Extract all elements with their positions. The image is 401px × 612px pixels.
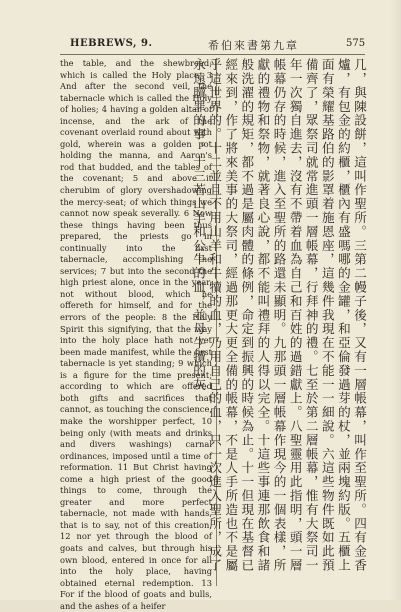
book-chapter-heading: HEBREWS, 9. — [70, 38, 153, 49]
page-edge-shadow — [389, 0, 401, 600]
header-rule — [60, 54, 365, 55]
page-number: 575 — [346, 38, 366, 49]
chinese-text: 几，與陳設餅，這叫作聖所。三第二幔子後，又有一層帳幕，叫作至聖所。四有金香爐，有包金的約櫃，櫃內有盛嗎哪的金罐，和亞倫發過芽的杖，並兩塊約版。五櫃上面有榮耀基路伯的影罩着施恩座，這幾件我現在不能一一細說。六這些物件既如此預備齊了，眾祭司就常進頭一層帳幕，行拜神的禮。七至於第二層帳幕，惟有大祭司一年一次獨自進去，沒有不帶着血為自己和百姓的過錯獻上。八聖靈用此指明，頭一層帳幕仍存的時候，進入至聖所的路還未顯明。九那頭一層帳幕作現今的一個表樣，所獻的禮物和祭物，就著良心說，都不能叫禮拜的人得以完全。十這些事連那飲食和諸般洗濯的規矩，都不過是屬肉體的條例，命定到振興的時候為止。十一但現在基督已經來到，作了將來美事的大祭司，經過那更大更全備的帳幕，不是人手所造也不是屬乎這世界的。十二並且不用山羊和牛犢的血，乃用自己的血，只一次進入聖所，成了永遠贖罪的事。十三若山羊和公牛的血，並母牛犢的灰 — [191, 58, 367, 573]
chinese-text-column — [191, 58, 367, 586]
page-header — [0, 0, 401, 56]
english-text: the table, and the shewbread; which is called the Holy place. 3 And after the second veil, the tabernacle which is called the Holy of holies; 4 having a golden altar of incense, and the ark of the covenant overlaid round about with gold, wherein was a golden pot holding the manna, and Aaron's rod that budded, and the tables of the covenant; 5 and above it cherubim of glory overshadowing the mercy-seat; of which things we cannot now speak severally. 6 Now these things having been thus prepared, the priests go in continually into the first tabernacle, accomplishing the services; 7 but into the second the high priest alone, once in the year, not without blood, which he offereth for himself, and for the errors of the people: 8 the Holy Spirit this signifying, that the way into the holy place hath not yet been made manifest, while the first tabernacle is yet standing; 9 which is a figure for the time present; according to which are offered both gifts and sacrifices that cannot, as touching the conscience, make the worshipper perfect, 10 being only (with meats and drinks and divers washings) carnal ordinances, imposed until a time of reformation. 11 But Christ having come a high priest of the good things to come, through the greater and more perfect tabernacle, not made with hands, that is to say, not of this creation, 12 nor yet through the blood of goats and calves, but through his own blood, entered in once for all into the holy place, having obtained eternal redemption. 13 For if the blood of goats and bulls, and the ashes of a heifer — [60, 58, 212, 611]
chinese-chapter-heading: 希伯來書第九章 — [208, 39, 299, 52]
